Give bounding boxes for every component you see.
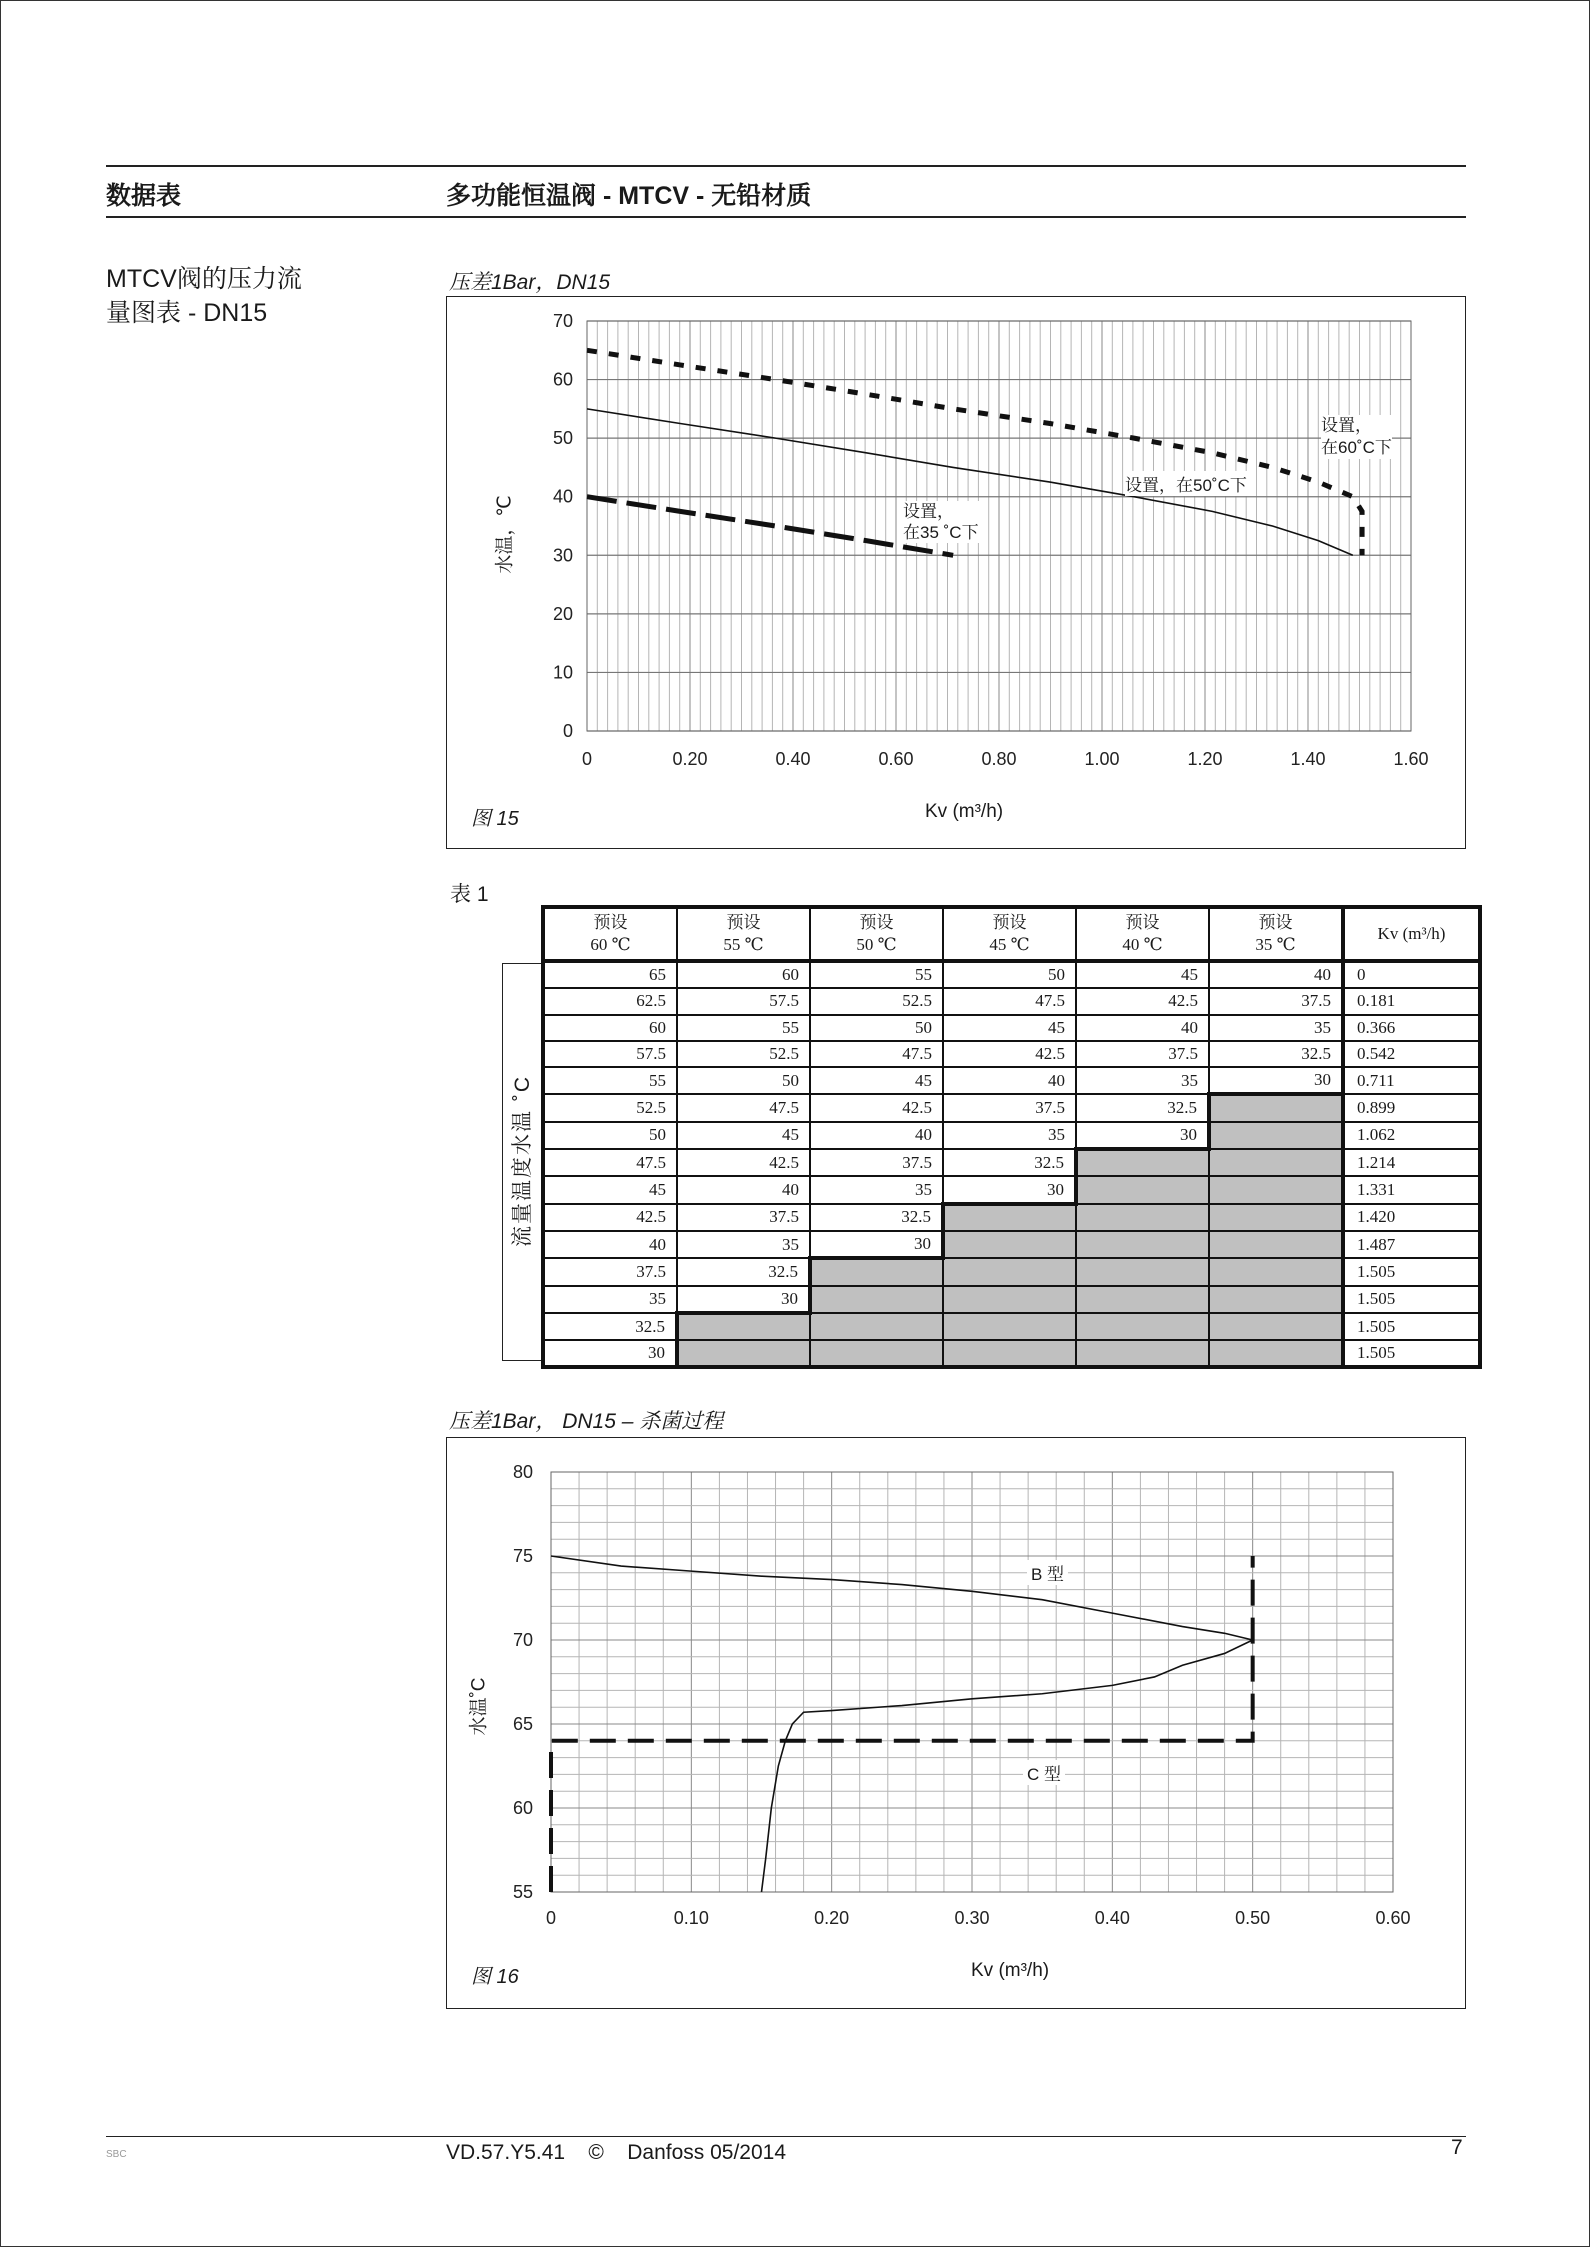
fig16-ytick: 75 [512,1546,533,1566]
table1-cell: 57.5 [543,1041,677,1067]
table1-cell [1076,1176,1209,1203]
table1-cell: 30 [543,1340,677,1367]
table1-cell [1076,1231,1209,1258]
table1-row [543,1122,1480,1149]
fig15-xlabel: Kv (m³/h) [925,801,1004,822]
table1-cell: 40 [543,1231,677,1258]
fig16-xtick: 0.20 [814,1908,850,1928]
fig15-caption: 压差1Bar，DN15 [449,271,611,294]
table1-cell [943,1286,1076,1313]
fig15-annotation-35-line1: 设置， [903,502,954,521]
table1-header-row [543,907,1480,961]
fig15-xtick: 1.60 [1393,749,1429,769]
fig15-chart [447,297,1463,846]
fig15-annotation-60-line2: 在60˚C下 [1321,438,1392,457]
fig15-xtick: 0 [581,749,593,769]
table1-header-preset: 预设 [1258,913,1293,932]
table1-cell [1209,1149,1343,1176]
footer-code: SBC [106,2149,127,2160]
table1-row [543,1015,1480,1041]
fig16-box [446,1437,1466,2009]
table1-cell: 50 [677,1067,810,1094]
fig16-ytick: 80 [512,1462,533,1482]
table1-cell: 42.5 [1076,988,1209,1014]
table1-cell: 32.5 [943,1149,1076,1176]
table1-cell [943,1340,1076,1367]
table1-cell [943,1313,1076,1340]
table1-cell: 60 [543,1015,677,1041]
fig15-xtick: 0.60 [878,749,914,769]
table1-kv-cell: 1.420 [1343,1204,1480,1231]
table1-header-kv: Kv (m³/h) [1343,907,1480,961]
table1-cell [1076,1340,1209,1367]
fig15-xtick: 0.20 [672,749,708,769]
fig15-ytick: 70 [552,311,573,331]
table1-cell: 52.5 [810,988,943,1014]
table1-kv-cell: 1.487 [1343,1231,1480,1258]
table1-cell: 47.5 [543,1149,677,1176]
table1-cell: 30 [943,1176,1076,1203]
table1-row [543,988,1480,1014]
table1-cell: 60 [677,961,810,988]
table1-cell [1209,1176,1343,1203]
fig15-ytick: 10 [552,662,573,683]
table1-kv-cell: 1.505 [1343,1340,1480,1367]
table1-cell: 45 [1076,961,1209,988]
table1-cell [1209,1204,1343,1231]
table1-header-preset: 预设 [593,913,628,932]
fig16-ytick: 65 [512,1714,533,1734]
table1-cell: 47.5 [810,1041,943,1067]
table1-header-temp: 55 ℃ [723,935,764,954]
table1-header-temp: 35 ℃ [1255,935,1296,954]
fig15-ytick: 50 [552,428,573,449]
fig15-annotation-60 [1321,415,1392,459]
table1-cell: 50 [810,1015,943,1041]
table1-kv-cell: 0.711 [1343,1067,1480,1094]
table1-cell [1076,1149,1209,1176]
table1-cell: 35 [1209,1015,1343,1041]
table1-cell: 57.5 [677,988,810,1014]
fig16-ytick: 70 [512,1630,533,1650]
table1-cell: 37.5 [1076,1041,1209,1067]
table1-cell [810,1313,943,1340]
table1-header-45 [943,907,1076,961]
table1-row [543,1094,1480,1121]
table1-header-temp: 50 ℃ [856,935,897,954]
table1-cell: 35 [810,1176,943,1203]
table1-cell [810,1340,943,1367]
table1-cell: 42.5 [543,1204,677,1231]
table1-cell [943,1204,1076,1231]
table1-cell: 30 [1076,1122,1209,1149]
table1-cell [1209,1286,1343,1313]
table1-kv-cell: 1.505 [1343,1286,1480,1313]
table1-cell: 37.5 [543,1258,677,1285]
fig15-annotation-50: 设置，在50˚C下 [1125,471,1247,496]
footer-page-number: 7 [1451,2136,1463,2159]
table1-cell: 30 [1209,1067,1343,1094]
fig16-xtick: 0 [545,1908,557,1928]
header-rule-top [106,165,1466,167]
table1-kv-cell: 1.505 [1343,1313,1480,1340]
table1-cell: 50 [943,961,1076,988]
table1-cell [1076,1204,1209,1231]
fig15-ylabel: 水温，℃ [494,495,516,574]
table1-kv-cell: 1.331 [1343,1176,1480,1203]
fig16-caption: 压差1Bar， DN15 – 杀菌过程 [449,1410,724,1433]
section-title [106,262,376,330]
table1-header-50 [810,907,943,961]
fig15-ytick: 20 [552,603,573,624]
table1-cell: 45 [943,1015,1076,1041]
table1-cell [1209,1313,1343,1340]
table1-cell: 55 [810,961,943,988]
table1-header-preset: 预设 [992,913,1027,932]
fig16-xtick: 0.50 [1235,1908,1271,1928]
table1-cell: 32.5 [543,1313,677,1340]
table1-header-temp: 45 ℃ [989,935,1030,954]
fig16-xtick: 0.40 [1094,1908,1130,1928]
fig16-ytick: 55 [512,1882,533,1902]
fig16-xtick: 0.60 [1375,1908,1411,1928]
table1-header-preset: 预设 [726,913,761,932]
table1-header-35 [1209,907,1343,961]
table1-cell: 55 [543,1067,677,1094]
table1-cell: 35 [543,1286,677,1313]
table1-cell: 47.5 [677,1094,810,1121]
fig15-xtick: 0.80 [981,749,1017,769]
fig15-figure-label: 图 15 [471,808,519,830]
table1-cell: 35 [1076,1067,1209,1094]
fig15-ytick: 30 [552,545,573,566]
table1-row [543,1258,1480,1285]
table1-header-preset: 预设 [1125,913,1160,932]
table1-cell: 45 [543,1176,677,1203]
table1-header-40 [1076,907,1209,961]
fig16-ytick: 60 [512,1798,533,1818]
table1-cell [943,1231,1076,1258]
table1-cell [1209,1122,1343,1149]
table1-cell: 30 [810,1231,943,1258]
fig15-annotation-35 [903,501,979,543]
fig16-figure-label: 图 16 [471,1966,519,1988]
fig15-xtick: 1.20 [1187,749,1223,769]
table1-row [543,1176,1480,1203]
fig15-ytick: 60 [552,369,573,390]
table1-side-label: 流量温度水温 ˚C [511,1075,534,1247]
table1-row [543,1340,1480,1367]
table1-row [543,1149,1480,1176]
table1-cell: 52.5 [543,1094,677,1121]
table1-cell [943,1258,1076,1285]
table1-header-temp: 60 ℃ [590,935,631,954]
table1-kv-cell: 0.542 [1343,1041,1480,1067]
fig15-xtick: 0.40 [775,749,811,769]
fig16-xlabel: Kv (m³/h) [971,1960,1050,1981]
table1-cell: 65 [543,961,677,988]
table1-cell [1209,1340,1343,1367]
table1-cell: 35 [943,1122,1076,1149]
table1-cell [1076,1286,1209,1313]
table1-row [543,1231,1480,1258]
table1-cell: 42.5 [810,1094,943,1121]
fig16-xtick: 0.10 [673,1908,709,1928]
table1-header-preset: 预设 [859,913,894,932]
fig15-ytick: 40 [552,486,573,507]
footer-document-id: VD.57.Y5.41 © Danfoss 05/2014 [446,2141,787,2164]
table1-row [543,1313,1480,1340]
header-left-title: 数据表 [106,182,182,210]
table1-row [543,1041,1480,1067]
table1-cell: 42.5 [677,1149,810,1176]
table1-cell [1209,1231,1343,1258]
table1-cell: 40 [677,1176,810,1203]
table1-cell: 40 [810,1122,943,1149]
table1-kv-cell: 1.505 [1343,1258,1480,1285]
section-title-line-2: 量图表 - DN15 [106,299,268,327]
fig15-box [446,296,1466,849]
table1-row [543,1067,1480,1094]
table1-header-55 [677,907,810,961]
table1-kv-cell: 1.062 [1343,1122,1480,1149]
table1-row [543,1286,1480,1313]
fig15-annotation-35-line2: 在35 ˚C下 [903,523,979,542]
header-right-title: 多功能恒温阀 - MTCV - 无铅材质 [446,182,812,210]
table1-title: 表 1 [450,883,489,906]
table1-cell: 62.5 [543,988,677,1014]
table1-cell: 32.5 [1209,1041,1343,1067]
table1-cell [810,1286,943,1313]
fig16-ylabel: 水温˚C [468,1677,490,1736]
table1-cell: 40 [1076,1015,1209,1041]
table1-cell: 42.5 [943,1041,1076,1067]
table1-cell: 47.5 [943,988,1076,1014]
fig15-series-35 [587,497,953,556]
fig15-xtick: 1.00 [1084,749,1120,769]
table1-cell: 40 [943,1067,1076,1094]
table1-cell: 32.5 [1076,1094,1209,1121]
table1-cell: 37.5 [1209,988,1343,1014]
table1-cell: 30 [677,1286,810,1313]
fig16-annotation-b: B 型 [1027,1560,1068,1585]
table1 [541,905,1482,1369]
fig15-annotation-60-line1: 设置， [1321,416,1372,435]
table1-cell [810,1258,943,1285]
fig16-series-rise [762,1640,1253,1892]
table1-cell [1076,1258,1209,1285]
table1-cell: 45 [677,1122,810,1149]
fig15-xtick: 1.40 [1290,749,1326,769]
table1-kv-cell: 0 [1343,961,1480,988]
table1-header-60 [543,907,677,961]
table1-cell: 37.5 [677,1204,810,1231]
fig16-series-b [551,1556,1253,1640]
table1-kv-cell: 0.181 [1343,988,1480,1014]
table1-kv-cell: 0.366 [1343,1015,1480,1041]
table1-cell: 37.5 [943,1094,1076,1121]
table1-row [543,961,1480,988]
table1-cell [1209,1258,1343,1285]
fig16-chart [447,1438,1463,2006]
fig16-annotation-c: C 型 [1023,1760,1065,1785]
table1-cell [677,1313,810,1340]
table1-kv-cell: 0.899 [1343,1094,1480,1121]
table1-cell [1209,1094,1343,1121]
table1-cell: 50 [543,1122,677,1149]
table1-row [543,1204,1480,1231]
fig16-xtick: 0.30 [954,1908,990,1928]
table1-kv-cell: 1.214 [1343,1149,1480,1176]
table1-cell: 55 [677,1015,810,1041]
fig15-ytick: 0 [562,721,573,741]
table1-header-temp: 40 ℃ [1122,935,1163,954]
table1-cell [1076,1313,1209,1340]
table1-cell: 40 [1209,961,1343,988]
table1-cell: 32.5 [677,1258,810,1285]
table1-cell: 37.5 [810,1149,943,1176]
section-title-line-1: MTCV阀的压力流 [106,265,302,293]
footer-rule [106,2136,1466,2137]
table1-cell [677,1340,810,1367]
table1-cell: 32.5 [810,1204,943,1231]
header-rule-bottom [106,216,1466,218]
table1-cell: 52.5 [677,1041,810,1067]
table1-cell: 45 [810,1067,943,1094]
table1-cell: 35 [677,1231,810,1258]
